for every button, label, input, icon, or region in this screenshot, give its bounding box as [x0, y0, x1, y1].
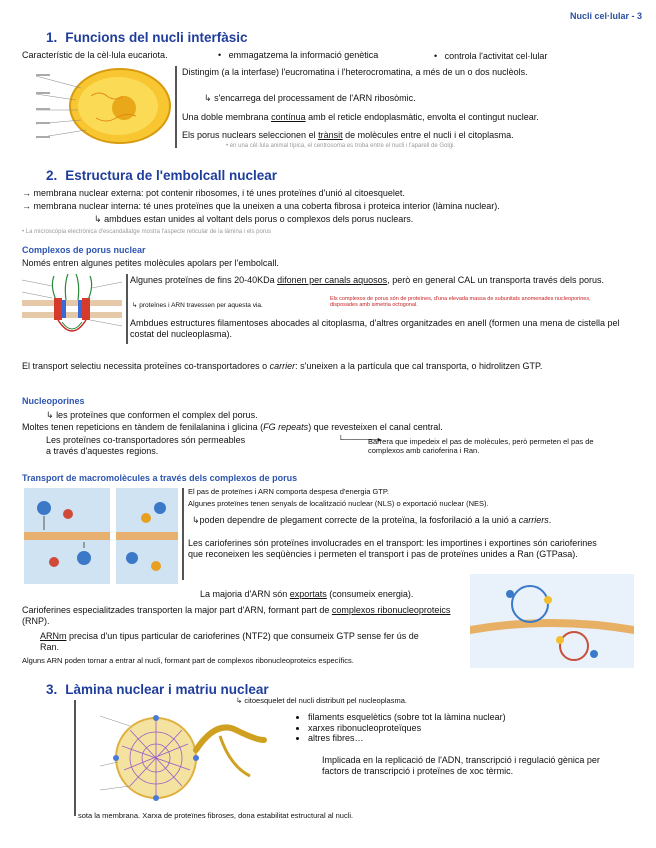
s2-carrier-text: El transport selectiu necessita proteïnes co-transportadores o carrier: s'uneixen a la partícula que cal transporta, o hidrolitzen GTP. [22, 361, 543, 371]
s2-apolar-text: Només entren algunes petites molècules apolars per l'embolcall. [22, 258, 279, 268]
s2-cotransporters: Les proteïnes co-transportadores són permeables a través d'aquestes regions. [46, 435, 246, 456]
s2-transport-title: Transport de macromolècules a través dels complexos de porus [22, 473, 298, 483]
s1-function-1: • emmagatzema la informació genètica [218, 50, 379, 60]
s2-barrier-arrow: └──────▸ [338, 435, 382, 444]
s2-outer-membrane: → membrana nuclear externa: pot contenir ribosomes, i té unes proteïnes d'unió al citoesquelet. [22, 188, 405, 198]
s1-intro: Característic de la cèl·lula eucariota. [22, 50, 168, 60]
import-diagram [24, 488, 110, 584]
section-1-title: 1. Funcions del nucli interfàsic [46, 30, 248, 45]
s3-bullet-1: • filaments esquelètics (sobre tot la làmina nuclear) [308, 712, 506, 723]
s3-cytoskeleton: ↳ citoesquelet del nucli distribuït pel nucleoplasma. [236, 696, 407, 705]
s3-matrix-function: Implicada en la replicació de l'ADN, transcripció i regulació gènica per factors de transcripció i proteïnes de xoc tèrmic. [322, 755, 600, 776]
s2-nucleoporins-def: ↳ les proteïnes que conformen el complex del porus. [46, 410, 258, 420]
ran-cycle-diagram [470, 574, 634, 668]
s1-membrane-text: Una doble membrana contínua amb el reticle endoplasmàtic, envolta el contingut nuclear. [182, 112, 539, 122]
s2-both-joined: ↳ ambdues estan unides al voltant dels porus o complexos dels porus nuclears. [94, 214, 414, 224]
s2-gtp-energy: El pas de proteïnes i ARN comporta despesa d'energia GTP. [188, 487, 389, 496]
s1-pores-text: Els porus nuclears seleccionen el trànsit de molècules entre el nucli i el citoplasma. [182, 130, 514, 140]
s2-nucleoporins-title: Nucleoporines [22, 396, 85, 406]
s2-pore-small-note: ↳ proteïnes i ARN travessen per aquesta via. [132, 302, 263, 309]
s1-bracket [175, 66, 177, 148]
section-3-title: 3. Làmina nuclear i matriu nuclear [46, 682, 269, 697]
s2-pore-transport: Algunes proteïnes de fins 20-40KDa difonen per canals aquosos, però en general CAL un transporta través dels porus. [130, 275, 604, 285]
s1-function-2: • controla l'activitat cel·lular [434, 51, 548, 61]
s3-bracket [74, 700, 76, 816]
s2-microscopy-note: • La microscòpia electrònica d'escandallatge mostra l'aspecte reticular de la làmina i els porus [22, 229, 272, 235]
page-tag: Nucli cel·lular - 3 [569, 11, 642, 21]
s2-inner-membrane: → membrana nuclear interna: té unes proteïnes que la uneixen a una coberta fibrosa i proteica interior (làmina nuclear). [22, 201, 500, 211]
s3-bullet-3: • altres fibres… [308, 733, 506, 744]
s2-rna-reentry: Alguns ARN poden tornar a entrar al nucli, formant part de complexos ribonucleoproteics específics. [22, 656, 354, 665]
s2-transport-bracket [182, 488, 184, 580]
pore-complex-illustration [22, 272, 122, 344]
s2-mrna-text: ARNm precisa d'un tipus particular de carioferines (NTF2) que consumeix GTP sense fer ús de Ran. [40, 631, 419, 652]
s3-lamina-def: sota la membrana. Xarxa de proteïnes fibroses, dona estabilitat estructural al nucli. [78, 811, 354, 820]
export-diagram [116, 488, 178, 584]
s2-karyopherins: Les carioferines són proteïnes involucrades en el transport: les importines i exportines són carioferines que reconeixen les seqüències i permeten el transport i pas de proteïnes unides a Ran (GTPasa). [188, 538, 597, 559]
s2-nls-nes: Algunes proteïnes tenen senyals de localització nuclear (NLS) o exportació nuclear (NES). [188, 499, 489, 508]
s2-pore-complex-title: Complexos de porus nuclear [22, 245, 146, 255]
s2-pore-bracket [126, 274, 128, 344]
s3-bullet-2: • xarxes ribonucleoproteïques [308, 723, 506, 734]
s2-rnp-text: Carioferines especialitzades transporten la major part d'ARN, formant part de complexos ribonucleoproteics (RNP). [22, 605, 451, 626]
nuclear-lamina-illustration [100, 706, 270, 808]
s1-centrosome-note: • en una cèl·lula animal típica, el centrosoma es troba entre el nucli i l'aparell de Golgi. [226, 143, 456, 149]
s2-folding: ↳poden dependre de plegament correcte de la proteïna, la fosforilació a la unió a carriers. [192, 515, 552, 525]
s2-fg-repeats: Moltes tenen repeticions en tàndem de fenilalanina i glicina (FG repeats) que revesteixen el canal central. [22, 422, 443, 432]
s2-pore-red-note: Els complexos de porus són de proteïnes, d'una elevada massa de subunitats anomenades nucleoporines, disposades amb simetria octogonal. [330, 296, 591, 309]
s2-barrier-text: Barrera que impedeix el pas de molècules, però permeten el pas de complexos amb carioferina i Ran. [368, 437, 594, 455]
s2-filaments-text: Ambdues estructures filamentoses abocades al citoplasma, d'altres organitzades en anell (formen una mena de cistella pel costat del nucleoplasma). [130, 318, 620, 339]
s2-rna-exported: La majoria d'ARN són exportats (consumeix energia). [200, 589, 414, 599]
s1-nucleolus-note: ↳ s'encarrega del processament de l'ARN ribosòmic. [204, 93, 416, 103]
s3-bullets [296, 712, 506, 744]
nucleus-illustration [36, 66, 171, 146]
section-2-title: 2. Estructura de l'embolcall nuclear [46, 168, 278, 183]
s1-chromatin-text: Distingim (a la interfase) l'eucromatina i l'heterocromatina, a més de un o dos nuclèols. [182, 67, 528, 77]
